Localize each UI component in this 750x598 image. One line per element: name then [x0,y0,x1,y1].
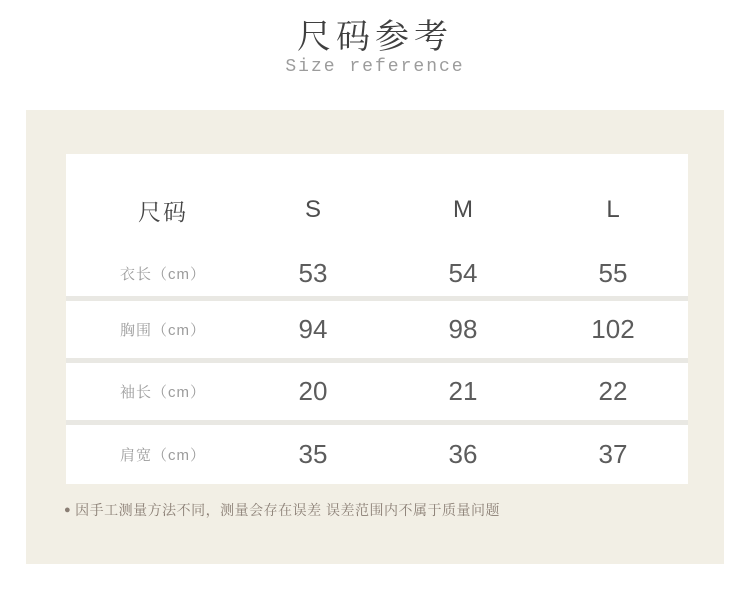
page-title: 尺码参考 [297,17,453,57]
table-header-row [66,154,688,250]
table-row [66,307,688,353]
cell-value: 21 [448,376,478,406]
row-label-garment-length: 衣长（cm） [120,265,206,283]
column-header-size: 尺码 [138,198,188,225]
cell-value: 102 [591,314,635,344]
cell-value: 20 [298,376,328,406]
size-chart-panel [26,110,724,564]
column-header-s: S [304,196,321,223]
column-header-l: L [606,196,620,223]
page-subtitle: Size reference [285,57,465,77]
cell-value: 36 [448,439,478,469]
column-header-m: M [453,196,473,223]
cell-value: 37 [598,439,628,469]
bullet-icon: ● [64,504,72,516]
table-block [66,301,688,358]
cell-value: 22 [598,376,628,406]
table-block [66,363,688,420]
cell-value: 55 [598,257,628,288]
size-table [66,154,688,484]
row-label-bust: 胸围（cm） [120,322,206,339]
table-row [66,432,688,478]
row-label-sleeve-length: 袖长（cm） [120,384,206,401]
cell-value: 98 [448,314,478,344]
table-block [66,425,688,484]
table-row [66,250,688,296]
disclaimer-text: 因手工测量方法不同，测量会存在误差 误差范围内不属于质量问题 [75,502,501,518]
cell-value: 54 [448,257,478,288]
row-label-shoulder-width: 肩宽（cm） [120,447,206,464]
table-row [66,369,688,415]
table-block-header [66,154,688,296]
title-block [0,16,750,78]
cell-value: 35 [298,439,328,469]
measurement-disclaimer [64,502,500,519]
cell-value: 94 [298,314,328,344]
cell-value: 53 [298,257,328,288]
